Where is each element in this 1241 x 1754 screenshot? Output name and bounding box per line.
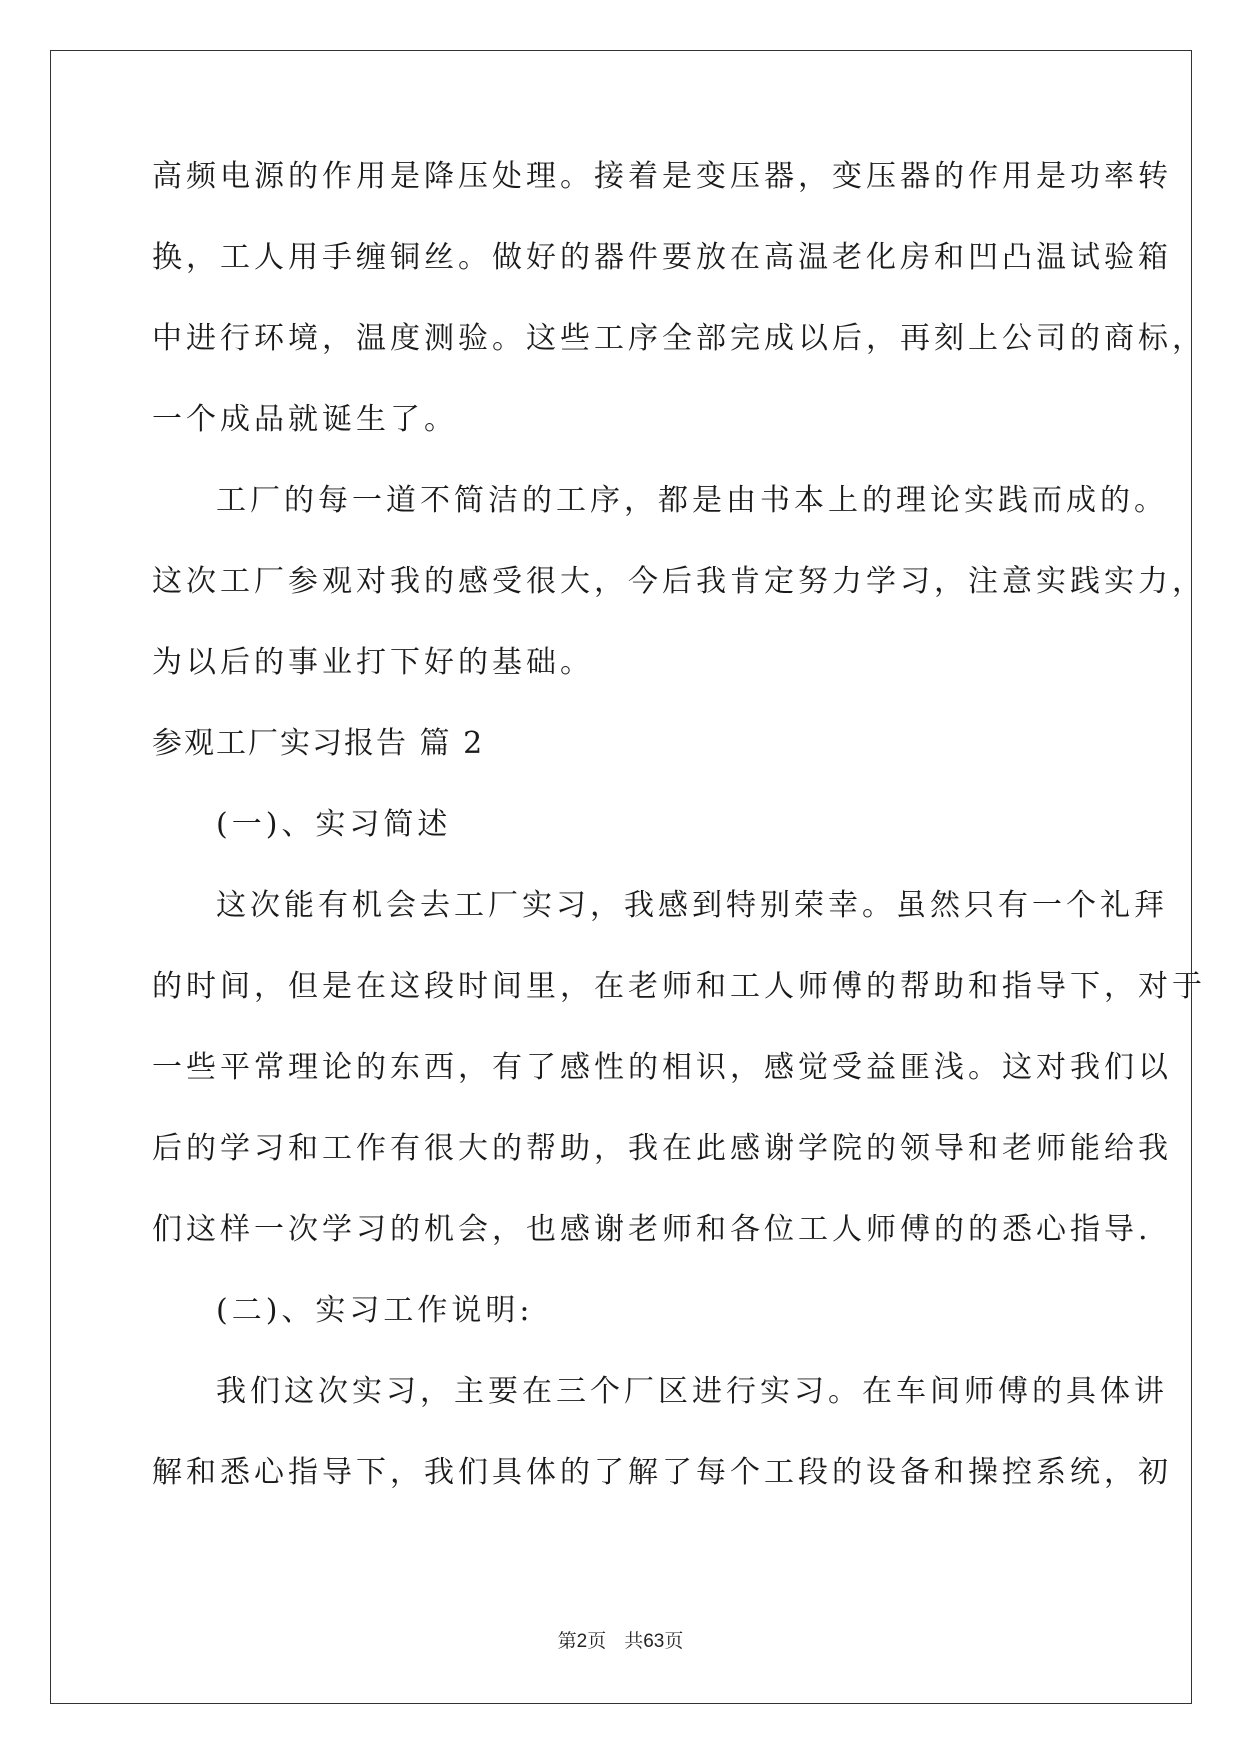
subsection-heading: (一)、实习简述: [216, 807, 452, 842]
text-line: 这次工厂参观对我的感受很大，今后我肯定努力学习，注意实践实力，: [152, 564, 1206, 599]
page-number: 2: [576, 1631, 588, 1652]
text-line: 一些平常理论的东西，有了感性的相识，感觉受益匪浅。这对我们以: [152, 1050, 1172, 1085]
subsection-heading: (二)、实习工作说明:: [216, 1293, 534, 1328]
text-line: 为以后的事业打下好的基础。: [152, 645, 594, 680]
text-line: 中进行环境，温度测验。这些工序全部完成以后，再刻上公司的商标，: [152, 321, 1206, 356]
page-footer: [0, 1626, 1241, 1653]
total-pages: 63: [643, 1631, 665, 1652]
text-line: 解和悉心指导下，我们具体的了解了每个工段的设备和操控系统，初: [152, 1455, 1172, 1490]
text-line: 工厂的每一道不简洁的工序，都是由书本上的理论实践而成的。: [216, 483, 1168, 518]
total-label-suffix: 页: [664, 1630, 684, 1652]
text-line: 我们这次实习，主要在三个厂区进行实习。在车间师傅的具体讲: [216, 1374, 1168, 1409]
page-label-suffix: 页: [587, 1630, 607, 1652]
page-label-prefix: 第: [557, 1630, 577, 1652]
total-label-prefix: 共: [624, 1630, 644, 1652]
text-line: 们这样一次学习的机会，也感谢老师和各位工人师傅的的悉心指导.: [152, 1212, 1152, 1247]
document-body: [152, 158, 1206, 1535]
text-line: 的时间，但是在这段时间里，在老师和工人师傅的帮助和指导下，对于: [152, 969, 1206, 1004]
text-line: 高频电源的作用是降压处理。接着是变压器，变压器的作用是功率转: [152, 159, 1172, 194]
section-title: 参观工厂实习报告 篇 2: [152, 726, 485, 761]
text-line: 换，工人用手缠铜丝。做好的器件要放在高温老化房和凹凸温试验箱: [152, 240, 1172, 275]
text-line: 这次能有机会去工厂实习，我感到特别荣幸。虽然只有一个礼拜: [216, 888, 1168, 923]
text-line: 一个成品就诞生了。: [152, 402, 458, 437]
text-line: 后的学习和工作有很大的帮助，我在此感谢学院的领导和老师能给我: [152, 1131, 1172, 1166]
